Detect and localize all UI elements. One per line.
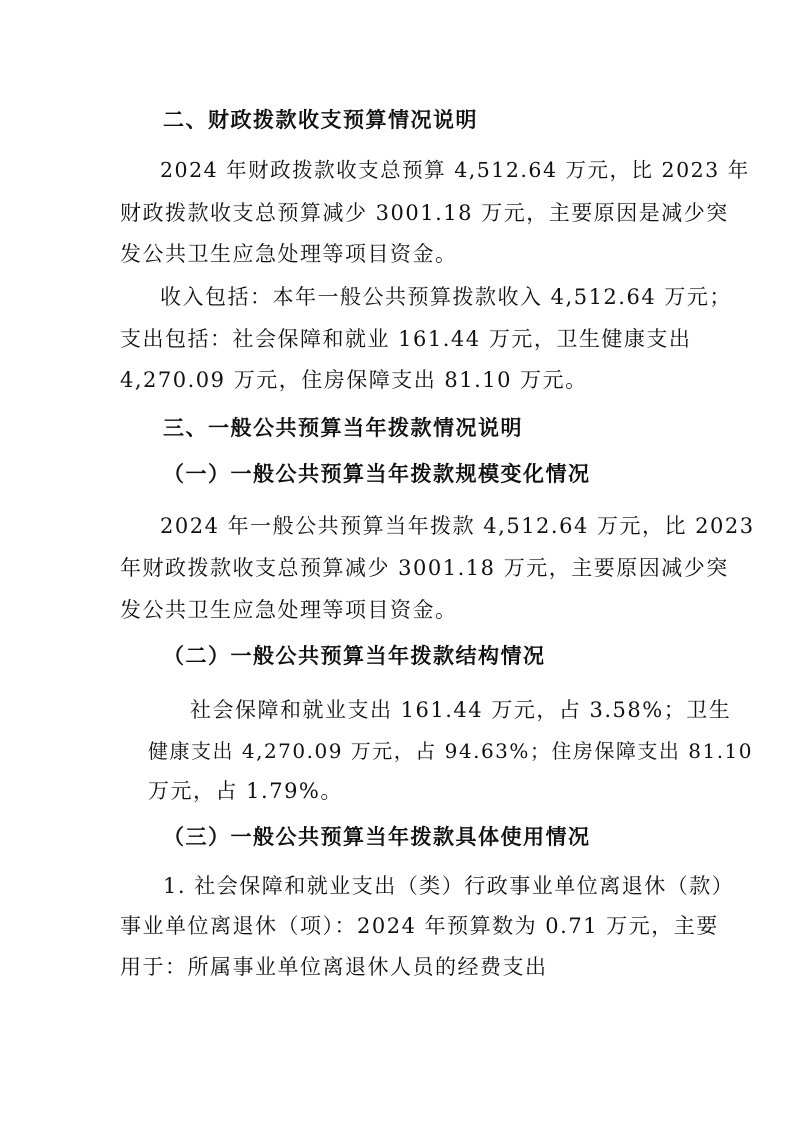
paragraph-line: 事业单位离退休（项）：2024 年预算数为 0.71 万元，主要 [120, 914, 719, 938]
subsection-heading-3: （三）一般公共预算当年拨款具体使用情况 [163, 824, 591, 849]
section-heading-2: 二、财政拨款收支预算情况说明 [163, 108, 478, 132]
paragraph-line: 1. 社会保障和就业支出（类）行政事业单位离退休（款） [163, 874, 735, 898]
paragraph-line: 2024 年一般公共预算当年拨款 4,512.64 万元，比 2023 [160, 514, 755, 538]
paragraph-line: 4,270.09 万元，住房保障支出 81.10 万元。 [120, 368, 588, 392]
paragraph-line: 万元，占 1.79%。 [148, 779, 343, 803]
subsection-heading-1: （一）一般公共预算当年拨款规模变化情况 [163, 461, 591, 486]
subsection-heading-2: （二）一般公共预算当年拨款结构情况 [163, 643, 546, 668]
paragraph-line: 用于：所属事业单位离退休人员的经费支出 [120, 955, 548, 979]
paragraph-line: 2024 年财政拨款收支总预算 4,512.64 万元，比 2023 年 [160, 158, 750, 182]
paragraph-line: 发公共卫生应急处理等项目资金。 [120, 598, 458, 622]
paragraph-line: 收入包括：本年一般公共预算拨款收入 4,512.64 万元； [160, 285, 732, 309]
paragraph-line: 财政拨款收支总预算减少 3001.18 万元，主要原因是减少突 [120, 201, 729, 225]
paragraph-line: 社会保障和就业支出 161.44 万元，占 3.58%；卫生 [190, 698, 732, 722]
paragraph-line: 健康支出 4,270.09 万元，占 94.63%；住房保障支出 81.10 [148, 739, 754, 763]
paragraph-line: 年财政拨款收支总预算减少 3001.18 万元，主要原因减少突 [120, 556, 729, 580]
paragraph-line: 支出包括：社会保障和就业 161.44 万元，卫生健康支出 [120, 327, 692, 351]
paragraph-line: 发公共卫生应急处理等项目资金。 [120, 242, 458, 266]
section-heading-3: 三、一般公共预算当年拨款情况说明 [163, 416, 523, 440]
